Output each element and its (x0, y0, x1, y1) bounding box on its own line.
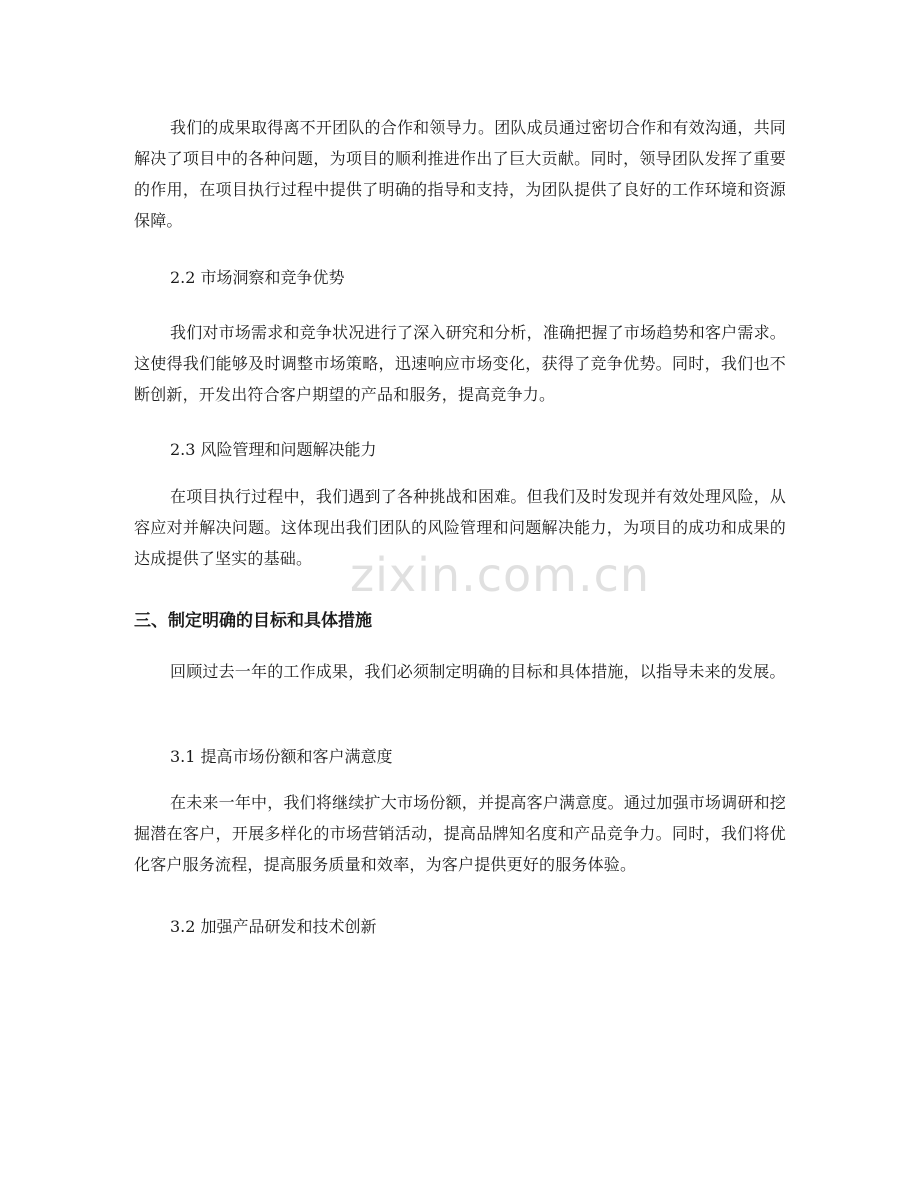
paragraph-risk-management: 在项目执行过程中，我们遇到了各种挑战和困难。但我们及时发现并有效处理风险，从容应对并解决问题。这体现出我们团队的风险管理和问题解决能力，为项目的成功和成果的达成提供了坚实的基础。 (134, 487, 786, 568)
heading-2-2: 2.2 市场洞察和竞争优势 (170, 268, 345, 287)
heading-3-1: 3.1 提高市场份额和客户满意度 (170, 747, 393, 766)
paragraph-market-insight: 我们对市场需求和竞争状况进行了深入研究和分析，准确把握了市场趋势和客户需求。这使得我们能够及时调整市场策略，迅速响应市场变化，获得了竞争优势。同时，我们也不断创新，开发出符合客户期望的产品和服务，提高竞争力。 (134, 323, 786, 404)
paragraph-teamwork: 我们的成果取得离不开团队的合作和领导力。团队成员通过密切合作和有效沟通，共同解决了项目中的各种问题，为项目的顺利推进作出了巨大贡献。同时，领导团队发挥了重要的作用，在项目执行过程中提供了明确的指导和支持，为团队提供了良好的工作环境和资源保障。 (134, 118, 786, 230)
section-3-title: 三、制定明确的目标和具体措施 (134, 611, 372, 631)
paragraph-market-share: 在未来一年中，我们将继续扩大市场份额，并提高客户满意度。通过加强市场调研和挖掘潜在客户，开展多样化的市场营销活动，提高品牌知名度和产品竞争力。同时，我们将优化客户服务流程，提高服务质量和效率，为客户提供更好的服务体验。 (134, 793, 786, 874)
heading-3-2: 3.2 加强产品研发和技术创新 (170, 917, 377, 936)
watermark: zixin.com.cn (350, 548, 651, 602)
paragraph-section-3-intro: 回顾过去一年的工作成果，我们必须制定明确的目标和具体措施，以指导未来的发展。 (170, 662, 786, 681)
heading-2-3: 2.3 风险管理和问题解决能力 (170, 440, 377, 459)
